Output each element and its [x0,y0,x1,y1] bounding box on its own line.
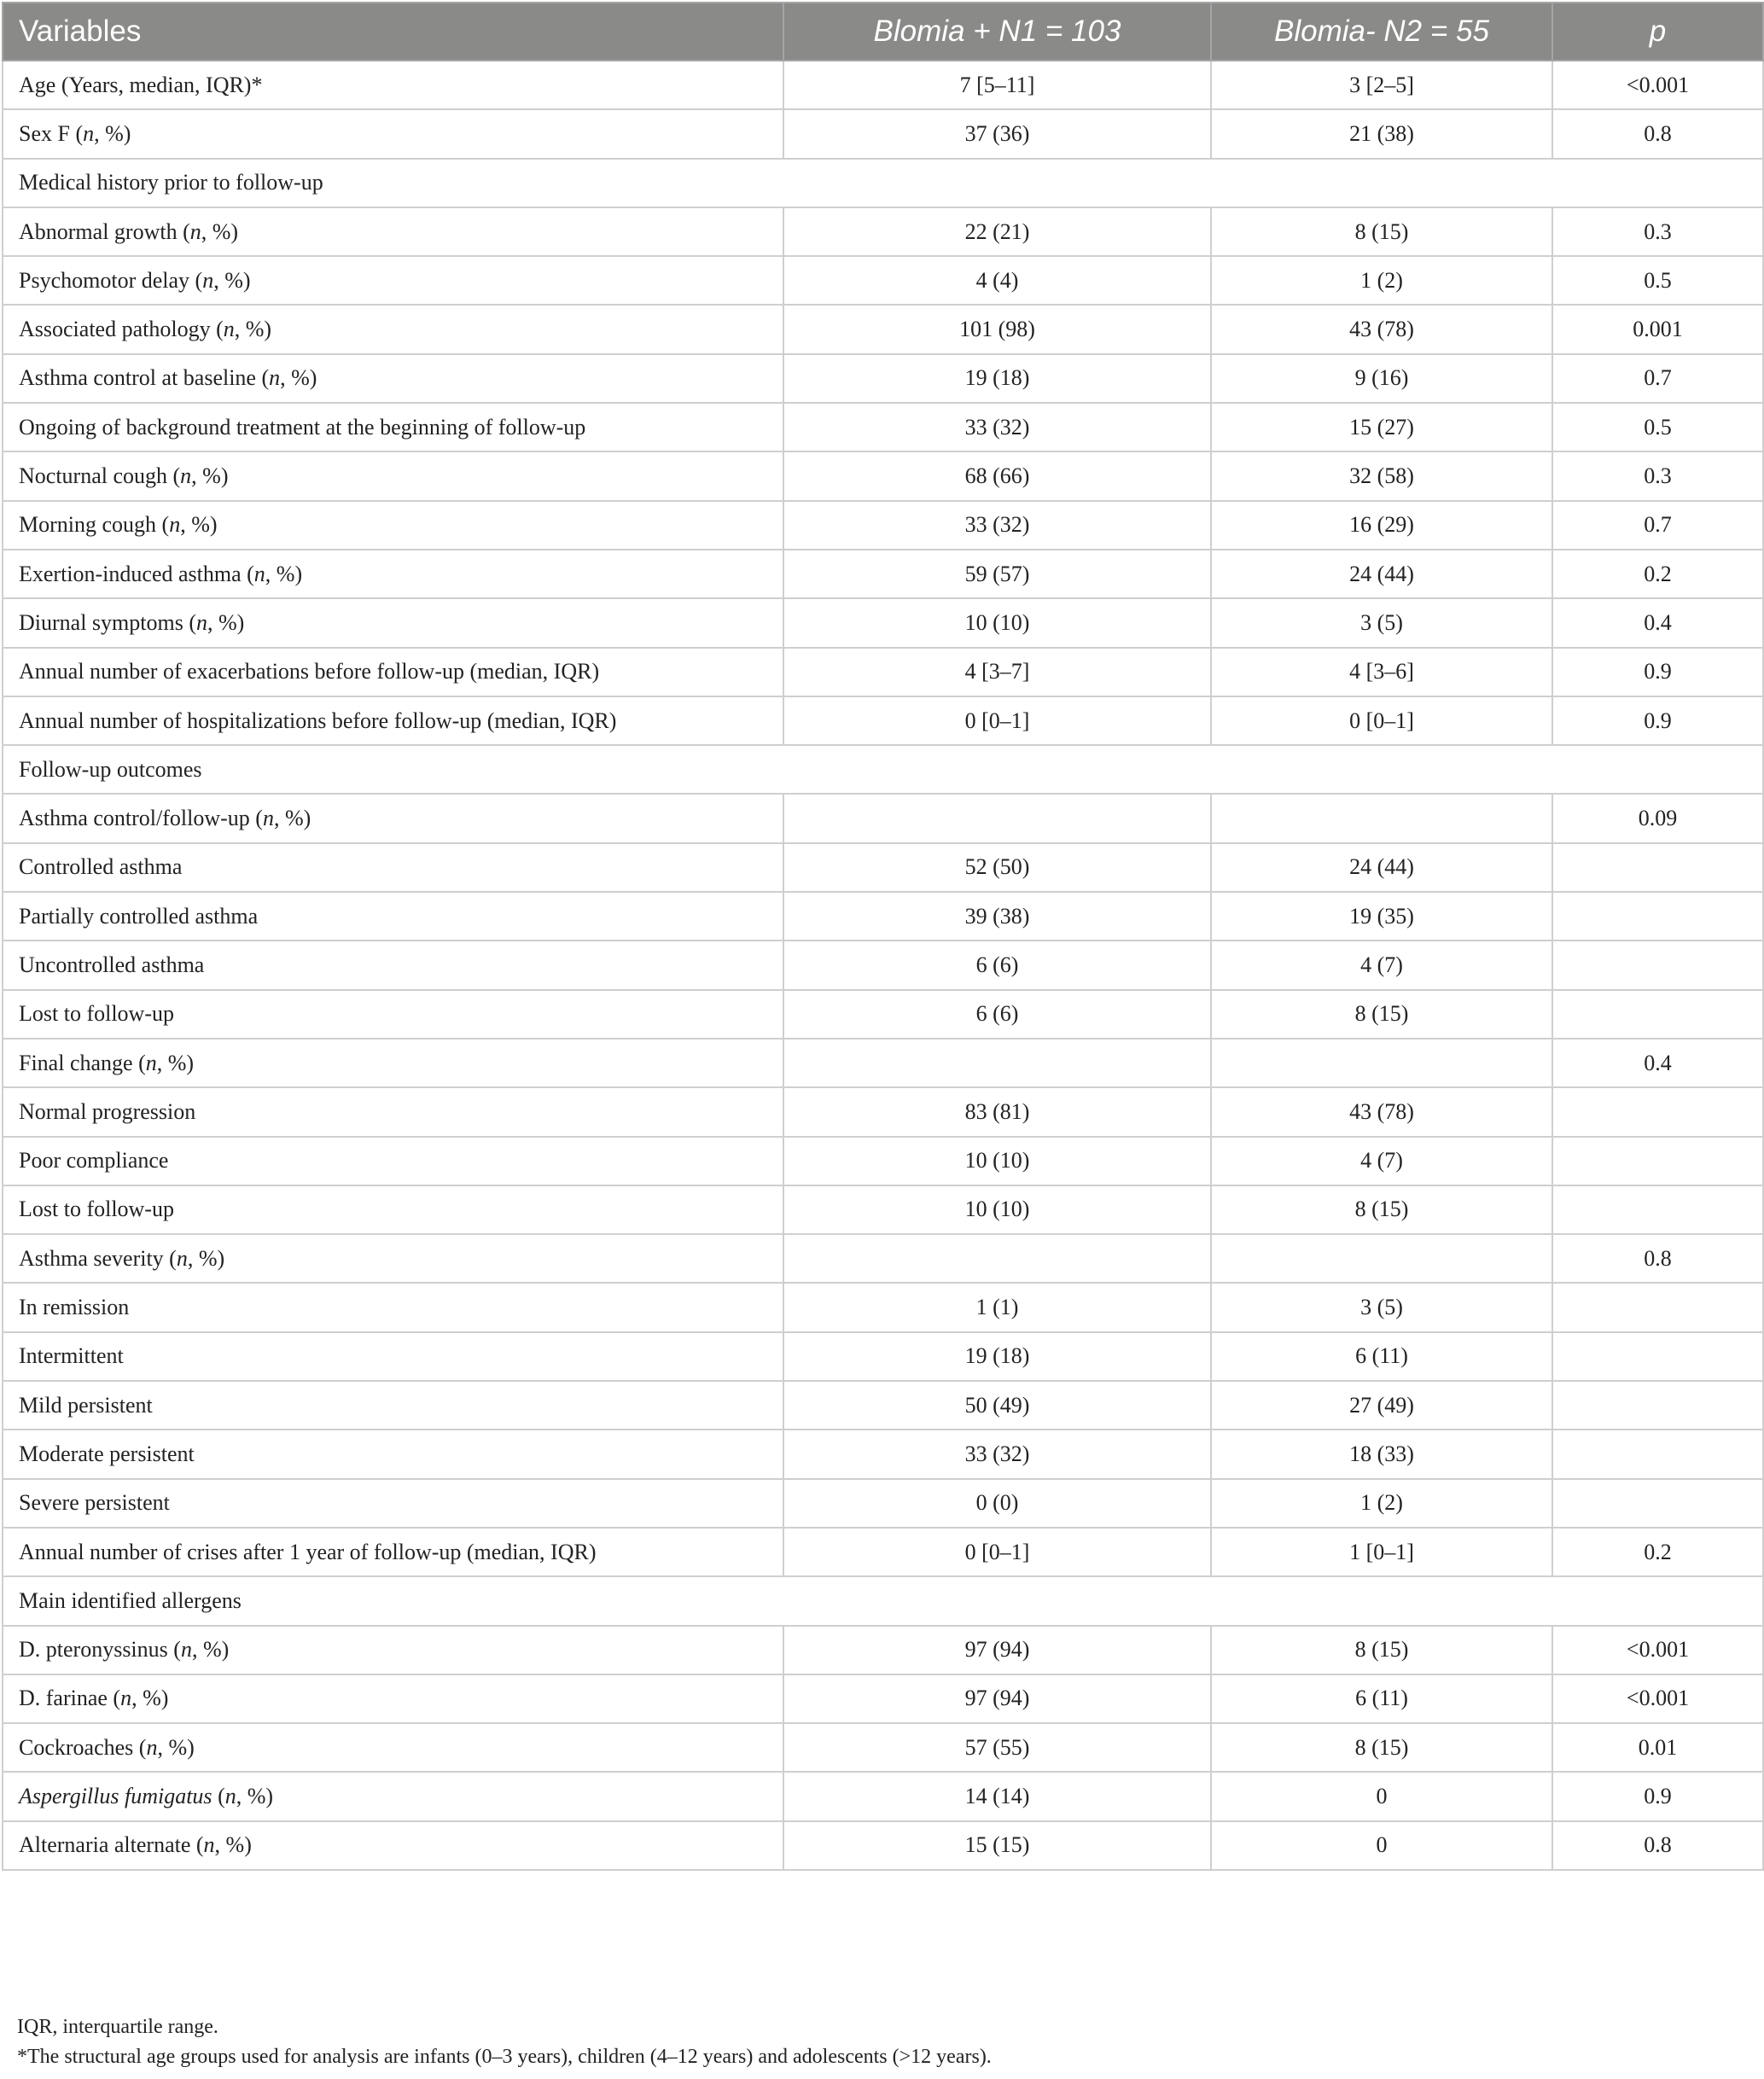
row-variable [3,1772,783,1820]
variable-text-pre: Nocturnal cough ( [19,463,181,489]
value-p [1552,1332,1763,1381]
header-row [3,3,1763,61]
row-variable [3,1137,783,1185]
value-blomia-positive: 97 (94) [783,1626,1211,1674]
value-blomia-negative: 0 [1211,1821,1552,1870]
row-variable [3,550,783,598]
table-row [3,1723,1763,1772]
variable-text-pre: Ongoing of background treatment at the beginning of follow-up [19,414,586,440]
row-variable [3,892,783,940]
header-blomia-negative: Blomia- N2 = 55 [1211,3,1552,61]
variable-text-pre: Annual number of crises after 1 year of follow-up (median, IQR) [19,1539,597,1564]
value-p [1552,1185,1763,1234]
variable-text-pre: Alternaria alternate ( [19,1832,204,1858]
value-p: 0.01 [1552,1723,1763,1772]
footnote-abbreviation: IQR, interquartile range. [17,2016,218,2038]
variable-text-post: , %) [280,365,317,391]
value-blomia-negative: 8 (15) [1211,1723,1552,1772]
variable-text-pre: Asthma severity ( [19,1245,177,1271]
row-variable [3,207,783,256]
value-blomia-negative: 4 [3–6] [1211,648,1552,696]
table-row [3,1332,1763,1381]
value-p: 0.3 [1552,207,1763,256]
value-blomia-negative: 18 (33) [1211,1430,1552,1478]
table-row [3,1674,1763,1723]
results-table [2,2,1764,1871]
variable-text-n: n [253,561,265,586]
variable-text-pre: Annual number of hospitalizations before follow-up (median, IQR) [19,708,617,733]
value-blomia-negative: 9 (16) [1211,354,1552,403]
table-row [3,990,1763,1039]
value-p: 0.2 [1552,1528,1763,1576]
value-blomia-positive: 4 [3–7] [783,648,1211,696]
variable-text-pre-italic: Aspergillus fumigatus [19,1784,212,1809]
variable-text-pre: Psychomotor delay ( [19,267,203,293]
value-blomia-positive: 97 (94) [783,1674,1211,1723]
value-p: 0.4 [1552,598,1763,647]
value-blomia-positive: 57 (55) [783,1723,1211,1772]
value-blomia-negative: 15 (27) [1211,403,1552,451]
value-p [1552,940,1763,989]
variable-text-pre: Sex F ( [19,120,84,146]
row-variable [3,1234,783,1283]
variable-text-pre: Severe persistent [19,1490,170,1516]
value-blomia-positive: 10 (10) [783,1137,1211,1185]
variable-text-post: , %) [157,1734,195,1760]
table-row [3,305,1763,353]
variable-text-pre: Intermittent [19,1343,124,1369]
table-row [3,1528,1763,1576]
table-row [3,1039,1763,1087]
row-variable [3,1381,783,1430]
variable-text-post: , %) [191,1637,230,1663]
value-blomia-positive: 6 (6) [783,990,1211,1039]
value-p: 0.9 [1552,1772,1763,1820]
value-blomia-negative: 43 (78) [1211,305,1552,353]
value-blomia-positive: 10 (10) [783,1185,1211,1234]
value-blomia-negative [1211,1234,1552,1283]
value-blomia-positive [783,1234,1211,1283]
variable-text-post: , %) [213,267,251,293]
row-variable [3,1528,783,1576]
value-blomia-positive: 33 (32) [783,403,1211,451]
variable-text-n: n [196,609,207,635]
row-variable [3,1723,783,1772]
table-row [3,1430,1763,1478]
value-p [1552,1430,1763,1478]
row-variable [3,1185,783,1234]
row-variable [3,1332,783,1381]
variable-text-pre: D. pteronyssinus ( [19,1637,181,1663]
value-blomia-negative: 43 (78) [1211,1087,1552,1136]
value-blomia-positive: 59 (57) [783,550,1211,598]
value-p: 0.9 [1552,696,1763,745]
variable-text-pre: Diurnal symptoms ( [19,609,196,635]
row-variable [3,1087,783,1136]
variable-text-post: , %) [214,1832,252,1858]
variable-text-pre: Annual number of exacerbations before follow-up (median, IQR) [19,659,600,684]
value-p: <0.001 [1552,1674,1763,1723]
table-row [3,550,1763,598]
section-row [3,745,1763,794]
value-p [1552,1283,1763,1331]
table-row [3,1137,1763,1185]
value-blomia-positive: 39 (38) [783,892,1211,940]
value-blomia-negative: 6 (11) [1211,1674,1552,1723]
section-row [3,159,1763,207]
footnote-age-groups: *The structural age groups used for analysis are infants (0–3 years), children (4–12 years) and adolescents (>12 years). [17,2046,992,2068]
variable-text-pre: Abnormal growth ( [19,218,190,244]
value-blomia-positive [783,794,1211,842]
row-variable [3,109,783,158]
row-variable [3,305,783,353]
value-blomia-positive [783,1039,1211,1087]
table-row [3,598,1763,647]
row-variable [3,256,783,305]
table-footnotes [17,2012,1749,2072]
value-p: <0.001 [1552,61,1763,109]
value-p: 0.5 [1552,256,1763,305]
variable-text-pre: In remission [19,1295,130,1320]
table-row [3,207,1763,256]
variable-text-pre: Associated pathology ( [19,317,224,342]
value-p: 0.3 [1552,451,1763,500]
variable-text-pre: Partially controlled asthma [19,903,259,929]
value-blomia-negative [1211,1039,1552,1087]
value-p: 0.7 [1552,354,1763,403]
variable-text-pre: Asthma control/follow-up ( [19,806,263,831]
table-row [3,1772,1763,1820]
value-blomia-positive: 1 (1) [783,1283,1211,1331]
variable-text-post: , %) [156,1050,195,1075]
variable-text-post: , %) [94,120,131,146]
value-blomia-negative: 8 (15) [1211,207,1552,256]
value-blomia-negative: 0 [0–1] [1211,696,1552,745]
variable-text-pre: Controlled asthma [19,854,183,880]
value-p: 0.8 [1552,109,1763,158]
table-row [3,501,1763,550]
variable-text-pre: Asthma control at baseline ( [19,365,270,391]
variable-text-n: n [169,512,181,538]
value-blomia-negative: 24 (44) [1211,550,1552,598]
variable-text-n: n [120,1686,132,1711]
table-row [3,61,1763,109]
row-variable [3,1674,783,1723]
table-row [3,1087,1763,1136]
row-variable [3,843,783,892]
value-p [1552,1479,1763,1528]
table-row [3,354,1763,403]
value-blomia-positive: 33 (32) [783,1430,1211,1478]
value-blomia-positive: 14 (14) [783,1772,1211,1820]
variable-text-n: n [180,463,192,489]
value-p [1552,892,1763,940]
variable-text-n: n [203,1832,215,1858]
value-blomia-negative: 4 (7) [1211,1137,1552,1185]
row-variable [3,648,783,696]
value-blomia-negative: 3 (5) [1211,598,1552,647]
variable-text-n: n [189,218,201,244]
table-row [3,1185,1763,1234]
value-blomia-positive: 0 (0) [783,1479,1211,1528]
row-variable [3,354,783,403]
variable-text-pre: Uncontrolled asthma [19,952,205,977]
table-row [3,1381,1763,1430]
variable-text-pre: Poor compliance [19,1148,169,1173]
value-blomia-negative: 3 [2–5] [1211,61,1552,109]
variable-text-post: , %) [236,1784,274,1809]
variable-text-n: n [83,120,95,146]
table-body [3,61,1763,1870]
value-blomia-negative: 1 [0–1] [1211,1528,1552,1576]
variable-text-n: n [269,365,281,391]
value-blomia-negative: 21 (38) [1211,109,1552,158]
variable-text-pre: D. farinae ( [19,1686,121,1711]
section-row [3,1576,1763,1625]
variable-text-pre: ( [212,1784,225,1809]
value-blomia-positive: 7 [5–11] [783,61,1211,109]
row-variable [3,696,783,745]
value-blomia-negative: 4 (7) [1211,940,1552,989]
value-p [1552,1381,1763,1430]
value-p [1552,1087,1763,1136]
variable-text-pre: Lost to follow-up [19,1197,174,1222]
table-row [3,648,1763,696]
variable-text-pre: Cockroaches ( [19,1734,147,1760]
value-p: 0.09 [1552,794,1763,842]
table-row [3,1234,1763,1283]
row-variable [3,598,783,647]
row-variable [3,1626,783,1674]
value-blomia-positive: 22 (21) [783,207,1211,256]
value-blomia-negative: 0 [1211,1772,1552,1820]
value-blomia-negative: 8 (15) [1211,1185,1552,1234]
table-row [3,1821,1763,1870]
value-blomia-positive: 6 (6) [783,940,1211,989]
value-p [1552,990,1763,1039]
row-variable [3,61,783,109]
row-variable [3,794,783,842]
variable-text-pre: Lost to follow-up [19,1001,174,1027]
value-p: 0.5 [1552,403,1763,451]
section-label: Medical history prior to follow-up [3,159,1763,207]
value-blomia-negative: 3 (5) [1211,1283,1552,1331]
value-blomia-positive: 10 (10) [783,598,1211,647]
value-p: 0.4 [1552,1039,1763,1087]
value-blomia-negative: 16 (29) [1211,501,1552,550]
row-variable [3,990,783,1039]
value-p [1552,1137,1763,1185]
variable-text-post: , %) [234,317,272,342]
value-blomia-negative [1211,794,1552,842]
variable-text-pre: Mild persistent [19,1392,153,1418]
table-row [3,256,1763,305]
value-blomia-negative: 19 (35) [1211,892,1552,940]
header-variables: Variables [3,3,783,61]
value-blomia-positive: 68 (66) [783,451,1211,500]
value-blomia-negative: 8 (15) [1211,1626,1552,1674]
value-p: 0.2 [1552,550,1763,598]
value-blomia-positive: 19 (18) [783,354,1211,403]
table-row [3,1283,1763,1331]
table-header [3,3,1763,61]
value-p: <0.001 [1552,1626,1763,1674]
value-blomia-positive: 52 (50) [783,843,1211,892]
row-variable [3,940,783,989]
variable-text-pre: Age (Years, median, IQR)* [19,72,263,97]
table-row [3,109,1763,158]
value-blomia-positive: 4 (4) [783,256,1211,305]
value-blomia-positive: 83 (81) [783,1087,1211,1136]
table-row [3,843,1763,892]
value-blomia-positive: 33 (32) [783,501,1211,550]
value-p: 0.7 [1552,501,1763,550]
variable-text-pre: Normal progression [19,1098,196,1124]
variable-text-n: n [202,267,214,293]
row-variable [3,501,783,550]
row-variable [3,1821,783,1870]
row-variable [3,403,783,451]
value-blomia-negative: 24 (44) [1211,843,1552,892]
variable-text-n: n [224,1784,236,1809]
value-blomia-positive: 0 [0–1] [783,696,1211,745]
table-row [3,892,1763,940]
row-variable [3,451,783,500]
variable-text-n: n [176,1245,188,1271]
value-blomia-positive: 19 (18) [783,1332,1211,1381]
value-p: 0.8 [1552,1234,1763,1283]
variable-text-n: n [262,806,274,831]
row-variable [3,1283,783,1331]
table-row [3,451,1763,500]
variable-text-pre: Moderate persistent [19,1441,195,1466]
value-blomia-negative: 27 (49) [1211,1381,1552,1430]
section-label: Main identified allergens [3,1576,1763,1625]
variable-text-pre: Exertion-induced asthma ( [19,561,254,586]
value-blomia-negative: 1 (2) [1211,256,1552,305]
value-blomia-positive: 50 (49) [783,1381,1211,1430]
variable-text-n: n [145,1050,157,1075]
variable-text-post: , %) [273,806,311,831]
variable-text-post: , %) [191,463,229,489]
value-blomia-positive: 15 (15) [783,1821,1211,1870]
value-blomia-negative: 1 (2) [1211,1479,1552,1528]
variable-text-post: , %) [131,1686,169,1711]
variable-text-pre: Morning cough ( [19,512,170,538]
variable-text-post: , %) [265,561,303,586]
table-row [3,1626,1763,1674]
table-row [3,794,1763,842]
variable-text-post: , %) [201,218,239,244]
header-p-value: p [1552,3,1763,61]
value-blomia-negative: 8 (15) [1211,990,1552,1039]
value-p [1552,843,1763,892]
value-blomia-positive: 0 [0–1] [783,1528,1211,1576]
value-blomia-negative: 32 (58) [1211,451,1552,500]
row-variable [3,1039,783,1087]
table-row [3,940,1763,989]
row-variable [3,1430,783,1478]
variable-text-pre: Final change ( [19,1050,146,1075]
variable-text-post: , %) [187,1245,225,1271]
value-blomia-positive: 101 (98) [783,305,1211,353]
section-label: Follow-up outcomes [3,745,1763,794]
table-row [3,696,1763,745]
table-row [3,403,1763,451]
variable-text-post: , %) [180,512,218,538]
value-p: 0.001 [1552,305,1763,353]
value-blomia-negative: 6 (11) [1211,1332,1552,1381]
variable-text-n: n [180,1637,192,1663]
table-row [3,1479,1763,1528]
header-blomia-positive: Blomia + N1 = 103 [783,3,1211,61]
row-variable [3,1479,783,1528]
value-blomia-positive: 37 (36) [783,109,1211,158]
value-p: 0.9 [1552,648,1763,696]
value-p: 0.8 [1552,1821,1763,1870]
variable-text-n: n [146,1734,158,1760]
variable-text-post: , %) [207,609,245,635]
variable-text-n: n [223,317,235,342]
